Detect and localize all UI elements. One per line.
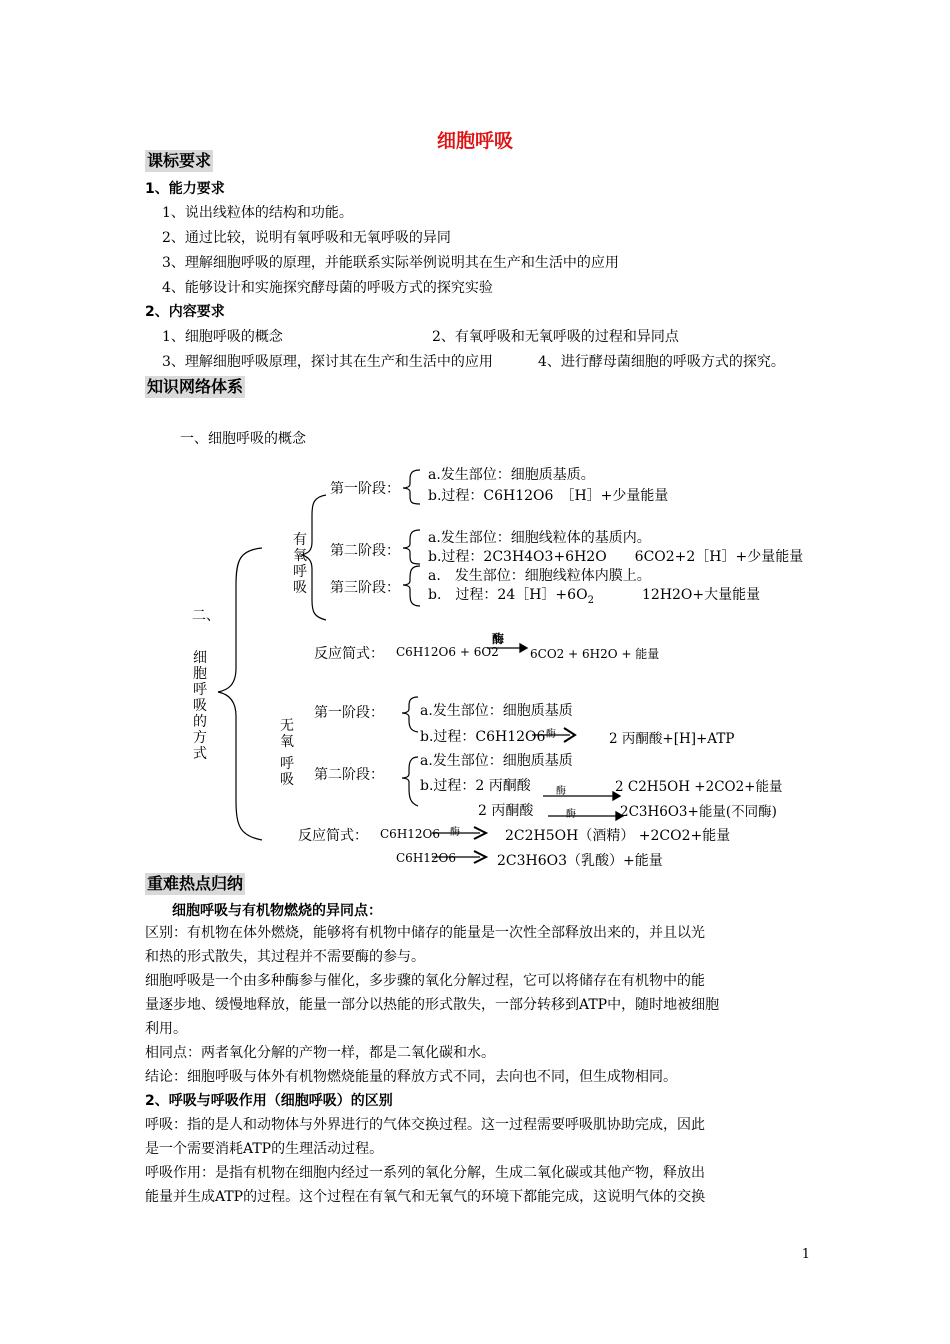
aerobic-stage2-process-clip xyxy=(428,546,804,565)
section-heading-knowledge: 知识网络体系 xyxy=(147,377,244,396)
ability-heading: 1、能力要求 xyxy=(145,181,225,197)
aerobic-arrowhead xyxy=(520,644,527,652)
anaerobic-label: 无 氧 呼 吸 xyxy=(280,718,294,788)
anaerobic-stage2-alt-product: 2C3H6O3+能量(不同酶) xyxy=(620,804,777,820)
anaerobic-stage1-enzyme: 酶 xyxy=(546,729,556,740)
anaerobic-eq2-rhs: 2C3H6O3（乳酸）+能量 xyxy=(497,853,663,869)
main-brace xyxy=(218,548,262,840)
anaerobic-stage2-enzyme: 酶 xyxy=(556,786,566,797)
anaerobic-stage2-process: b.过程：2 丙酮酸 xyxy=(420,778,531,794)
aerobic-stage2-process: b.过程：2C3H4O3+6H2O 6CO2+2［H］+少量能量 xyxy=(428,549,804,565)
modes-label: 二、 细 胞 呼 吸 的 方 式 xyxy=(192,608,220,762)
anaerobic-eq1-label: 反应简式： xyxy=(298,828,368,844)
stage3-bracket xyxy=(403,566,420,606)
content-item: 4、进行酵母菌细胞的呼吸方式的探究。 xyxy=(538,354,785,370)
anaerobic-eq1-rhs: 2C2H5OH（酒精） +2CO2+能量 xyxy=(505,828,731,844)
aerobic-stage2-name: 第二阶段： xyxy=(330,543,400,559)
content-item: 1、细胞呼吸的概念 xyxy=(162,329,283,345)
content-item: 3、理解细胞呼吸原理，探讨其在生产和生活中的应用 xyxy=(162,354,493,370)
aerobic-stage1-name: 第一阶段： xyxy=(330,481,400,497)
content-item: 2、有氧呼吸和无氧呼吸的过程和异同点 xyxy=(432,329,679,345)
ability-item: 4、能够设计和实施探究酵母菌的呼吸方式的探究实验 xyxy=(162,280,493,296)
aerobic-stage3-product: 12H2O+大量能量 xyxy=(642,587,761,603)
aerobic-eq-rhs: 6CO2 + 6H2O + 能量 xyxy=(530,647,660,661)
aerobic-stage1-site: a.发生部位：细胞质基质。 xyxy=(428,467,595,483)
anaerobic-stage1-name: 第一阶段： xyxy=(314,705,384,721)
an-stage1-bracket xyxy=(402,697,418,732)
aerobic-eq-label: 反应简式： xyxy=(314,646,384,662)
anaerobic-stage2-name: 第二阶段： xyxy=(314,767,384,783)
aerobic-stage2-site: a.发生部位：细胞线粒体的基质内。 xyxy=(428,530,651,546)
anaerobic-stage1-process: b.过程：C6H12O6 xyxy=(420,729,546,745)
aerobic-label: 有 氧 呼 吸 xyxy=(293,532,307,596)
aerobic-stage1-process: b.过程：C6H12O6 ［H］+少量能量 xyxy=(428,488,669,504)
anaerobic-eq2-lhs: C6H12O6 xyxy=(396,851,457,865)
ability-item: 3、理解细胞呼吸的原理，并能联系实际举例说明其在生产和生活中的应用 xyxy=(162,255,619,271)
stage2-bracket xyxy=(403,530,420,564)
anaerobic-stage2-alt-enzyme: 酶 xyxy=(566,809,576,820)
anaerobic-eq1-lhs: C6H12O6 xyxy=(380,827,441,841)
anaerobic-stage2-site: a.发生部位：细胞质基质 xyxy=(420,753,573,769)
page-title: 细胞呼吸 xyxy=(436,130,513,152)
aerobic-eq-lhs: C6H12O6 + 6O2 xyxy=(396,645,499,659)
anaerobic-stage2-alt-process: 2 丙酮酸 xyxy=(478,803,534,819)
ability-item: 1、说出线粒体的结构和功能。 xyxy=(162,205,353,221)
aerobic-eq-enzyme: 酶 xyxy=(492,632,505,646)
para-difference: 区别：有机物在体外燃烧，能够将有机物中储存的能量是一次性全部释放出来的，并且以光 和热的形式散失，其过程并不需要酶的参与。 细胞呼吸是一个由多种酶参与催化，多步骤的氧化分解过程，它可以将储存在有机物中的能 量逐步地、缓慢地释放，能量一部分以热能的形式散失，一部分转移到ATP中，随时地被细胞 利用。 相同点：两者氧化分解的产物一样，都是二氧化碳和水。 结论：细胞呼吸与体外有机物燃烧能量的释放方式不同，去向也不同，但生成物相同。 2、呼吸与呼吸作用（细胞呼吸）的区别 呼吸：指的是人和动物体与外界进行的气体交换过程。这一过程需要呼吸肌协助完成，因此 是一个需要消耗ATP的生理活动过程。 呼吸作用：是指有机物在细胞内经过一系列的氧化分解，生成二氧化碳或其他产物，释放出 能量并生成ATP的过程。这个过程在有氧气和无氧气的环境下都能完成，这说明气体的交换 xyxy=(145,925,720,1205)
concept-heading: 一、细胞呼吸的概念 xyxy=(180,431,306,447)
anaerobic-stage1-site: a.发生部位：细胞质基质 xyxy=(420,703,573,719)
aerobic-stage3-name: 第三阶段： xyxy=(330,580,400,596)
anaerobic-stage2-product: 2 C2H5OH +2CO2+能量 xyxy=(615,779,783,795)
content-heading: 2、内容要求 xyxy=(145,304,225,320)
an-stage2-bracket xyxy=(402,757,418,806)
anaerobic-eq1-enzyme: 酶 xyxy=(450,827,460,838)
page-number: 1 xyxy=(801,1247,810,1262)
stage1-bracket xyxy=(403,470,420,504)
aerobic-stage3-site: a. 发生部位：细胞线粒体内膜上。 xyxy=(428,568,651,584)
section-heading-curriculum: 课标要求 xyxy=(147,151,212,170)
section-heading-key-points: 重难热点归纳 xyxy=(147,874,244,893)
subheading-combustion: 细胞呼吸与有机物燃烧的异同点： xyxy=(172,903,382,919)
ability-item: 2、通过比较，说明有氧呼吸和无氧呼吸的异同 xyxy=(162,230,451,246)
anaerobic-stage1-product: 2 丙酮酸+[H]+ATP xyxy=(609,731,735,747)
aerobic-stage3-process: b. 过程：$24[H]+6O_2$ xyxy=(428,587,594,606)
